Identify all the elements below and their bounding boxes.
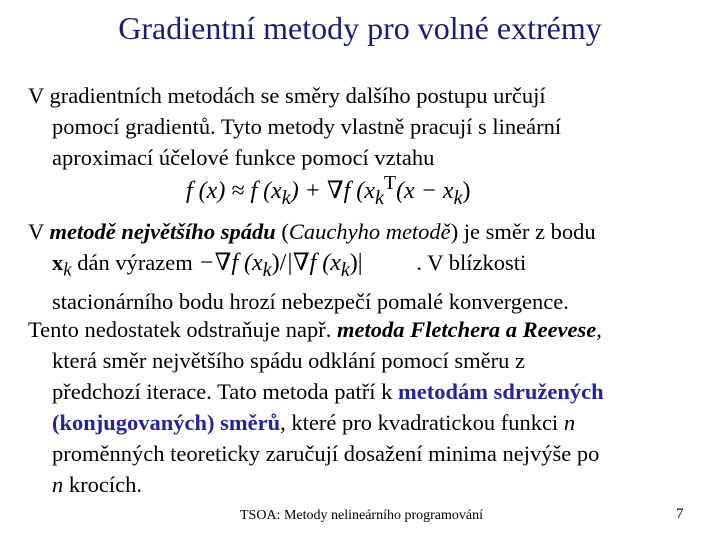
slide-title: Gradientní metody pro volné extrémy <box>118 10 602 46</box>
method-name: metodě největšího spádu <box>49 219 276 244</box>
footer-text: TSOA: Metody nelineárního programování <box>240 508 484 523</box>
text-line: V metodě největšího spádu (Cauchyho metodě) je směr z bodu <box>28 219 596 244</box>
paragraph-steepest-descent <box>28 216 700 317</box>
page-number: 7 <box>676 506 684 522</box>
text-line: V gradientních metodách se směry dalšího postupu určují <box>28 83 546 108</box>
text-line: pomocí gradientů. Tyto metody vlastně pracují s lineární <box>52 114 562 139</box>
text-line: aproximací účelové funkce pomocí vztahu <box>52 145 435 170</box>
text-line: stacionárního bodu hrozí nebezpečí pomalé konvergence. <box>52 288 569 314</box>
text-line: Tento nedostatek odstraňuje např. metoda Fletchera a Reevese, <box>28 317 602 342</box>
text-line: která směr největšího spádu odklání pomocí směru z <box>52 348 526 373</box>
text-line: $x_k$ dán výrazem −∇f $(x_k)/|\nabla f$ $(x_k)|$ . V blízkosti <box>28 247 700 286</box>
text-line: proměnných teoreticky zaručují dosažení minima nejvýše po <box>52 441 600 466</box>
paragraph-fletcher-reeves <box>28 314 700 500</box>
text-line: n krocích. <box>52 472 142 497</box>
linear-approximation-formula: f (x) ≈ f $(x_k) + \nabla f$ ($x_k^T(x - x_k)$ <box>186 172 471 209</box>
fletcher-reeves-method: metoda Fletchera a Reevese <box>336 317 597 342</box>
paragraph-intro <box>28 80 700 173</box>
text-line: předchozí iterace. Tato metoda patří k metodám sdružených <box>52 379 604 404</box>
conjugate-directions-term: metodám sdružených <box>397 379 604 404</box>
text-line: (konjugovaných) směrů, které pro kvadratickou funkci n <box>52 410 576 435</box>
cauchy-method: Cauchyho metodě <box>288 219 451 244</box>
conjugate-directions-term: (konjugovaných) směrů <box>52 410 281 435</box>
steepest-descent-direction-formula: −∇f $(x_k)/|\nabla f$ $(x_k)|$ <box>198 250 363 281</box>
